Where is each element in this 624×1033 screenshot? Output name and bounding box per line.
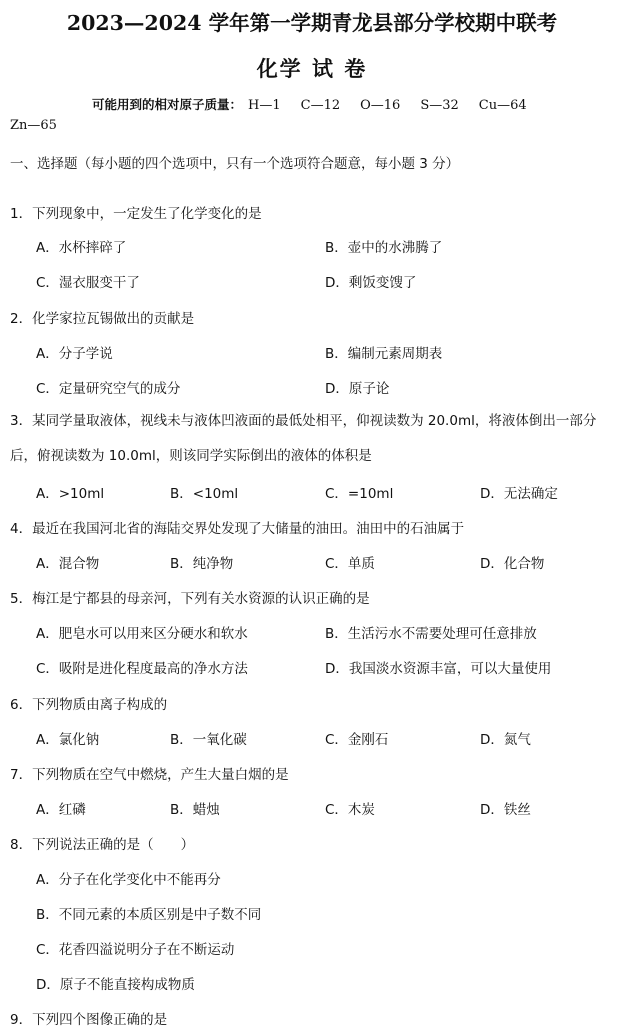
atomic-mass-line <box>92 95 527 113</box>
question-4-option-c: C．单质 <box>325 556 375 572</box>
question-2-option-b: B．编制元素周期表 <box>325 346 443 362</box>
atomic-mass-zn: Zn—65 <box>10 118 57 133</box>
question-8-option-c: C．花香四溢说明分子在不断运动 <box>36 942 235 958</box>
question-3-option-c: C．=10ml <box>325 486 394 502</box>
exam-title: 2023—2024 学年第一学期青龙县部分学校期中联考 <box>66 11 558 35</box>
question-7-option-b: B．蜡烛 <box>170 802 220 818</box>
atomic-mass-s: S—32 <box>420 98 459 113</box>
question-7-option-d: D．铁丝 <box>480 802 531 818</box>
question-5-option-b: B．生活污水不需要处理可任意排放 <box>325 626 537 642</box>
question-2-stem: 2．化学家拉瓦锡做出的贡献是 <box>10 311 195 327</box>
question-7-stem: 7．下列物质在空气中燃烧，产生大量白烟的是 <box>10 767 289 783</box>
question-2-option-c: C．定量研究空气的成分 <box>36 381 181 397</box>
question-6-option-d: D．氮气 <box>480 732 531 748</box>
atomic-mass-o: O—16 <box>360 98 401 113</box>
atomic-mass-c: C—12 <box>300 98 341 113</box>
question-6-option-c: C．金刚石 <box>325 732 389 748</box>
question-4-option-b: B．纯净物 <box>170 556 234 572</box>
question-4-option-a: A．混合物 <box>36 556 100 572</box>
question-9-stem: 9．下列四个图像正确的是 <box>10 1012 168 1028</box>
question-5-option-a: A．肥皂水可以用来区分硬水和软水 <box>36 626 248 642</box>
question-3-option-a: A．>10ml <box>36 486 105 502</box>
question-7-option-c: C．木炭 <box>325 802 375 818</box>
exam-subtitle: 化学 试 卷 <box>256 56 368 81</box>
question-1-option-d: D．剩饭变馊了 <box>325 275 417 291</box>
question-3-option-d: D．无法确定 <box>480 486 558 502</box>
question-8-option-b: B．不同元素的本质区别是中子数不同 <box>36 907 262 923</box>
question-1-option-b: B．壶中的水沸腾了 <box>325 240 443 256</box>
question-7-option-a: A．红磷 <box>36 802 86 818</box>
question-5-stem: 5．梅江是宁都县的母亲河，下列有关水资源的认识正确的是 <box>10 591 370 607</box>
atomic-mass-label: 可能用到的相对原子质量： <box>92 97 243 112</box>
question-6-stem: 6．下列物质由离子构成的 <box>10 697 168 713</box>
atomic-mass-h: H—1 <box>248 98 281 113</box>
question-1-option-c: C．湿衣服变干了 <box>36 275 140 291</box>
question-6-option-a: A．氯化钠 <box>36 732 100 748</box>
question-8-option-a: A．分子在化学变化中不能再分 <box>36 872 221 888</box>
question-2-option-a: A．分子学说 <box>36 346 113 362</box>
question-8-option-d: D．原子不能直接构成物质 <box>36 977 195 993</box>
question-1-option-a: A．水杯摔碎了 <box>36 240 127 256</box>
question-6-option-b: B．一氧化碳 <box>170 732 247 748</box>
question-4-stem: 4．最近在我国河北省的海陆交界处发现了大储量的油田。油田中的石油属于 <box>10 521 465 537</box>
question-1-stem: 1．下列现象中，一定发生了化学变化的是 <box>10 206 262 222</box>
section-heading: 一、选择题（每小题的四个选项中，只有一个选项符合题意，每小题 3 分） <box>10 156 460 172</box>
question-3-option-b: B．<10ml <box>170 486 239 502</box>
question-4-option-d: D．化合物 <box>480 556 545 572</box>
question-8-stem: 8．下列说法正确的是（ ） <box>10 837 195 853</box>
question-5-option-d: D．我国淡水资源丰富，可以大量使用 <box>325 661 552 677</box>
question-5-option-c: C．吸附是进化程度最高的净水方法 <box>36 661 248 677</box>
atomic-mass-cu: Cu—64 <box>478 98 527 113</box>
question-3-stem: 3．某同学量取液体，视线未与液体凹液面的最低处相平，仰视读数为 20.0ml，将液体倒出一部分后，俯视读数为 10.0ml，则该同学实际倒出的液体的体积是 <box>10 413 597 464</box>
question-2-option-d: D．原子论 <box>325 381 390 397</box>
